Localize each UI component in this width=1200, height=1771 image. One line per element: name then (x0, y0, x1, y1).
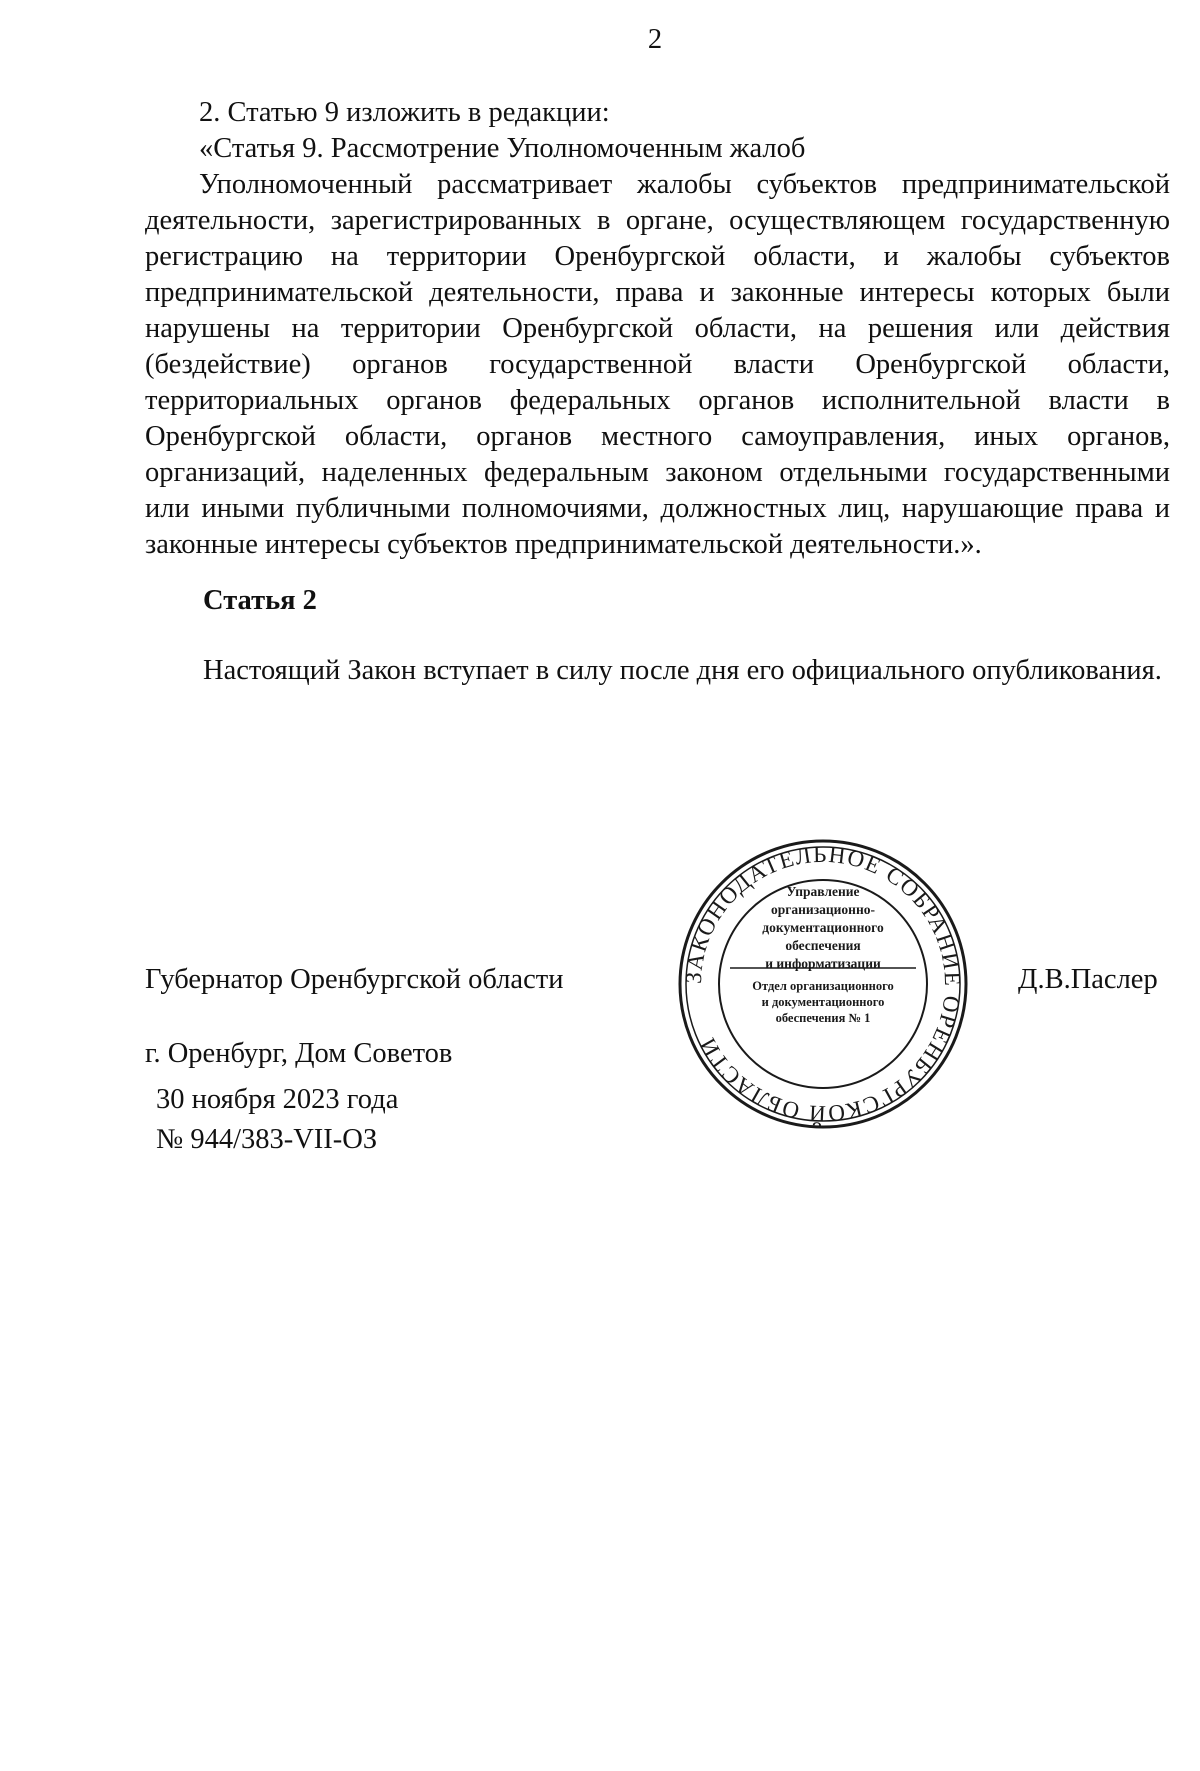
seal-inner-line: документационного (762, 920, 884, 935)
seal-department-line: обеспечения № 1 (775, 1011, 871, 1025)
item2-intro: 2. Статью 9 изложить в редакции: (199, 97, 610, 128)
signatory-name: Д.В.Паслер (1018, 964, 1158, 995)
article1-amendment (145, 95, 1170, 563)
seal-inner-line: организационно- (771, 902, 875, 917)
signatory-position: Губернатор Оренбургской области (145, 964, 564, 995)
official-seal (678, 838, 968, 1130)
article9-title: «Статья 9. Рассмотрение Уполномоченным жалоб (199, 133, 806, 164)
signing-place: г. Оренбург, Дом Советов (145, 1038, 453, 1069)
article2-heading: Статья 2 (203, 585, 317, 616)
page-number: 2 (647, 24, 663, 55)
seal-department-line: и документационного (761, 995, 885, 1009)
article9-body: Уполномоченный рассматривает жалобы субъектов предпринимательской деятельности, зарегистрированных в органе, осуществляющем государственную регистрацию на территории Оренбургской области, и жалобы субъектов предпринимательской деятельности, права и законные интересы которых были нарушены на территории Оренбургской области, на решения или действия (бездействие) органов государственной власти Оренбургской области, территориальных органов федеральных органов исполнительной власти в Оренбургской области, органов местного самоуправления, иных органов, организаций, наделенных федеральным законом отдельными государственными или иными публичными полномочиями, должностных лиц, нарушающие права и законные интересы субъектов предпринимательской деятельности.». (145, 169, 1170, 560)
article2-text: Настоящий Закон вступает в силу после дня его официального опубликования. (203, 655, 1162, 686)
signing-date: 30 ноября 2023 года (156, 1084, 399, 1115)
seal-inner-line: обеспечения (785, 938, 861, 953)
seal-inner-line: и информатизации (765, 956, 881, 971)
seal-department-line: Отдел организационного (752, 979, 894, 993)
seal-inner-line: Управление (786, 884, 860, 899)
law-number: № 944/383-VII-ОЗ (156, 1124, 378, 1155)
seal-ring-text: ЗАКОНОДАТЕЛЬНОЕ СОБРАНИЕ ОРЕНБУРГСКОЙ ОБЛАСТИ (680, 841, 966, 1127)
